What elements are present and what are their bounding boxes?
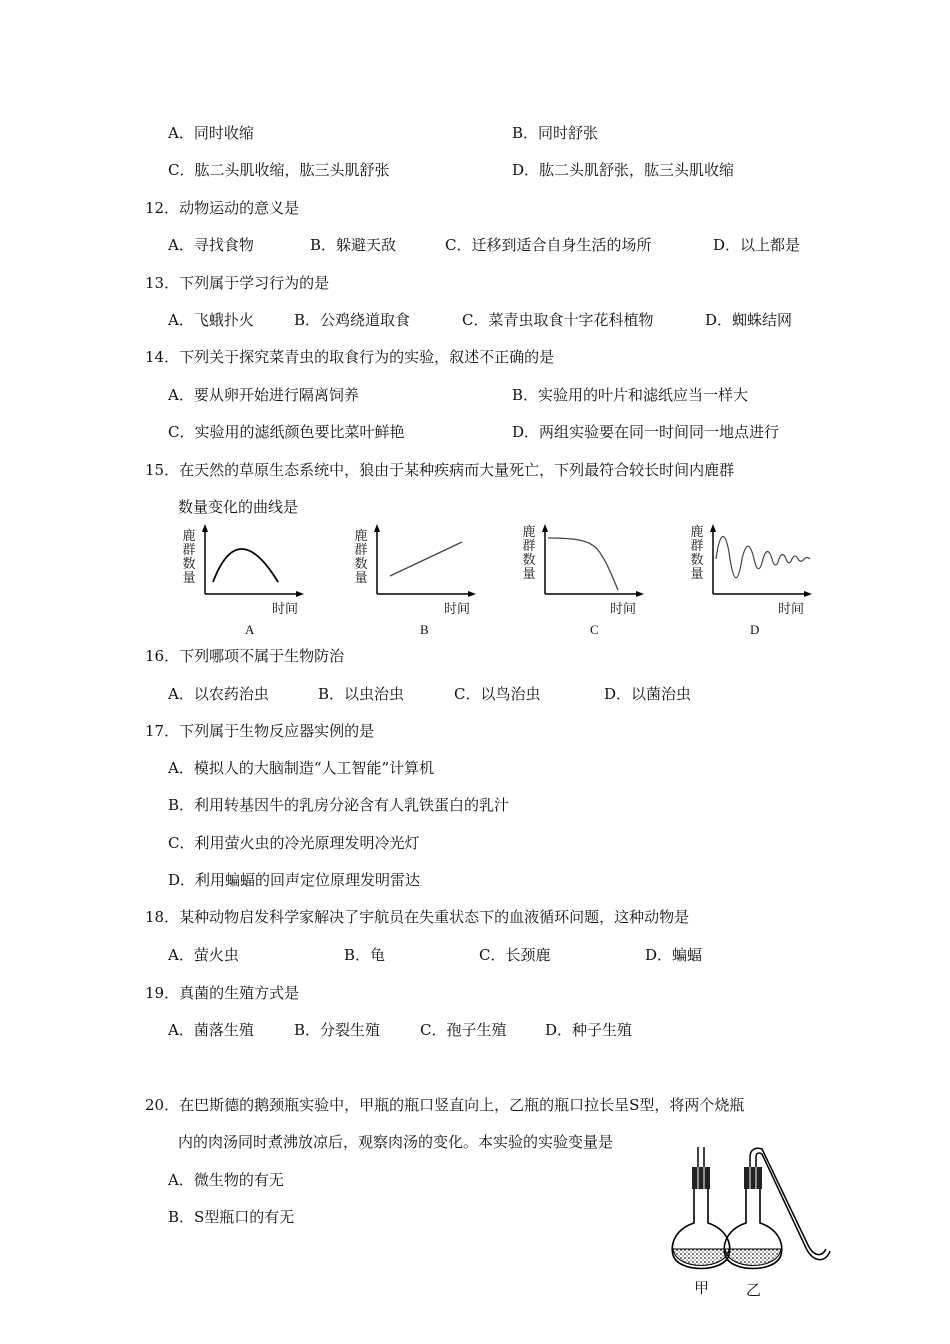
ylabel-char: 群 xyxy=(182,543,196,558)
flask-label-jia: 甲 xyxy=(694,1279,710,1297)
ylabel-char: 量 xyxy=(690,567,704,582)
q17-stem: 17．下列属于生物反应器实例的是 xyxy=(145,722,375,740)
q14-option-c: C．实验用的滤纸颜色要比菜叶鲜艳 xyxy=(168,423,405,441)
swan-neck-tube xyxy=(750,1148,826,1254)
stopper xyxy=(692,1167,710,1189)
q18-stem: 18．某种动物启发科学家解决了宇航员在失重状态下的血液循环问题，这种动物是 xyxy=(145,908,690,926)
graph-letter: D xyxy=(750,622,760,637)
ylabel-char: 鹿 xyxy=(354,529,368,544)
q12-option-a: A．寻找食物 xyxy=(168,236,254,254)
xlabel: 时间 xyxy=(610,602,637,617)
q18-option-d: D．蝙蝠 xyxy=(645,946,703,964)
ylabel-char: 鹿 xyxy=(690,525,704,540)
curve-damped-oscillation xyxy=(716,537,810,578)
q18-option-a: A．萤火虫 xyxy=(168,946,239,964)
graph-a xyxy=(180,524,310,640)
x-axis-arrow-icon xyxy=(468,591,476,597)
q20-option-a: A．微生物的有无 xyxy=(168,1171,284,1189)
q15-stem-line1: 15．在天然的草原生态系统中，狼由于某种疾病而大量死亡，下列最符合较长时间内鹿群 xyxy=(145,461,735,479)
ylabel-char: 数 xyxy=(182,557,196,572)
y-axis-arrow-icon xyxy=(202,524,208,532)
q13-option-d: D．蜘蛛结网 xyxy=(705,311,793,329)
flask-jia xyxy=(672,1147,729,1269)
y-axis-arrow-icon xyxy=(374,524,380,532)
q14-option-b: B．实验用的叶片和滤纸应当一样大 xyxy=(512,386,749,404)
q19-option-d: D．种子生殖 xyxy=(545,1021,633,1039)
q19-option-b: B．分裂生殖 xyxy=(294,1021,381,1039)
swan-neck-flask-diagram xyxy=(668,1145,838,1305)
q19-option-c: C．孢子生殖 xyxy=(420,1021,507,1039)
q18-option-b: B．龟 xyxy=(344,946,386,964)
q13-option-c: C．菜青虫取食十字花科植物 xyxy=(462,311,654,329)
ylabel-char: 数 xyxy=(690,553,704,568)
q11-option-c: C．肱二头肌收缩，肱三头肌舒张 xyxy=(168,161,390,179)
x-axis-arrow-icon xyxy=(804,591,812,597)
q14-option-d: D．两组实验要在同一时间同一地点进行 xyxy=(512,423,780,441)
y-axis-arrow-icon xyxy=(542,524,548,532)
ylabel-char: 鹿 xyxy=(522,525,536,540)
q11-option-d: D．肱二头肌舒张，肱三头肌收缩 xyxy=(512,161,735,179)
q13-option-b: B．公鸡绕道取食 xyxy=(294,311,411,329)
q12-option-d: D．以上都是 xyxy=(713,236,801,254)
stopper xyxy=(744,1167,762,1189)
ylabel-char: 量 xyxy=(522,567,536,582)
flask-label-yi: 乙 xyxy=(746,1281,762,1299)
q20-option-b: B．S型瓶口的有无 xyxy=(168,1208,295,1226)
ylabel-char: 群 xyxy=(690,539,704,554)
x-axis-arrow-icon xyxy=(296,591,304,597)
q16-option-b: B．以虫治虫 xyxy=(318,685,405,703)
q12-stem: 12．动物运动的意义是 xyxy=(145,199,300,217)
q17-option-a: A．模拟人的大脑制造“人工智能”计算机 xyxy=(168,759,435,777)
q19-stem: 19．真菌的生殖方式是 xyxy=(145,984,300,1002)
q14-stem: 14．下列关于探究菜青虫的取食行为的实验，叙述不正确的是 xyxy=(145,348,555,366)
graph-letter: C xyxy=(590,622,599,637)
xlabel: 时间 xyxy=(778,602,805,617)
q13-stem: 13．下列属于学习行为的是 xyxy=(145,274,330,292)
curve-falling xyxy=(548,538,618,590)
ylabel-char: 群 xyxy=(354,543,368,558)
xlabel: 时间 xyxy=(272,602,299,617)
q11-option-a: A．同时收缩 xyxy=(168,124,254,142)
q16-option-c: C．以鸟治虫 xyxy=(454,685,541,703)
q15-stem-line2: 数量变化的曲线是 xyxy=(178,498,299,516)
graph-b xyxy=(352,524,482,640)
q13-option-a: A．飞蛾扑火 xyxy=(168,311,254,329)
q16-stem: 16．下列哪项不属于生物防治 xyxy=(145,647,345,665)
x-axis-arrow-icon xyxy=(636,591,644,597)
q12-option-b: B．躲避天敌 xyxy=(310,236,397,254)
ylabel-char: 数 xyxy=(354,557,368,572)
graph-c xyxy=(520,524,650,640)
q17-option-b: B．利用转基因牛的乳房分泌含有人乳铁蛋白的乳汁 xyxy=(168,796,510,814)
q17-option-d: D．利用蝙蝠的回声定位原理发明雷达 xyxy=(168,871,421,889)
q16-option-a: A．以农药治虫 xyxy=(168,685,269,703)
y-axis-arrow-icon xyxy=(710,524,716,532)
ylabel-char: 鹿 xyxy=(182,529,196,544)
ylabel-char: 群 xyxy=(522,539,536,554)
q12-option-c: C．迁移到适合自身生活的场所 xyxy=(445,236,652,254)
q11-option-b: B．同时舒张 xyxy=(512,124,599,142)
graph-letter: A xyxy=(245,622,255,637)
xlabel: 时间 xyxy=(444,602,471,617)
ylabel-char: 量 xyxy=(182,571,196,586)
graph-d xyxy=(688,524,818,640)
ylabel-char: 量 xyxy=(354,571,368,586)
q20-stem-line1: 20．在巴斯德的鹅颈瓶实验中，甲瓶的瓶口竖直向上，乙瓶的瓶口拉长呈S型，将两个烧瓶 xyxy=(145,1096,745,1114)
q16-option-d: D．以菌治虫 xyxy=(604,685,692,703)
q14-option-a: A．要从卵开始进行隔离饲养 xyxy=(168,386,359,404)
curve-rising-line xyxy=(390,542,462,576)
q17-option-c: C．利用萤火虫的冷光原理发明冷光灯 xyxy=(168,834,420,852)
q18-option-c: C．长颈鹿 xyxy=(479,946,551,964)
q20-stem-line2: 内的肉汤同时煮沸放凉后，观察肉汤的变化。本实验的实验变量是 xyxy=(178,1133,614,1151)
q19-option-a: A．菌落生殖 xyxy=(168,1021,254,1039)
graph-letter: B xyxy=(420,622,429,637)
flask-yi xyxy=(724,1148,830,1268)
ylabel-char: 数 xyxy=(522,553,536,568)
curve-arch xyxy=(213,549,278,582)
